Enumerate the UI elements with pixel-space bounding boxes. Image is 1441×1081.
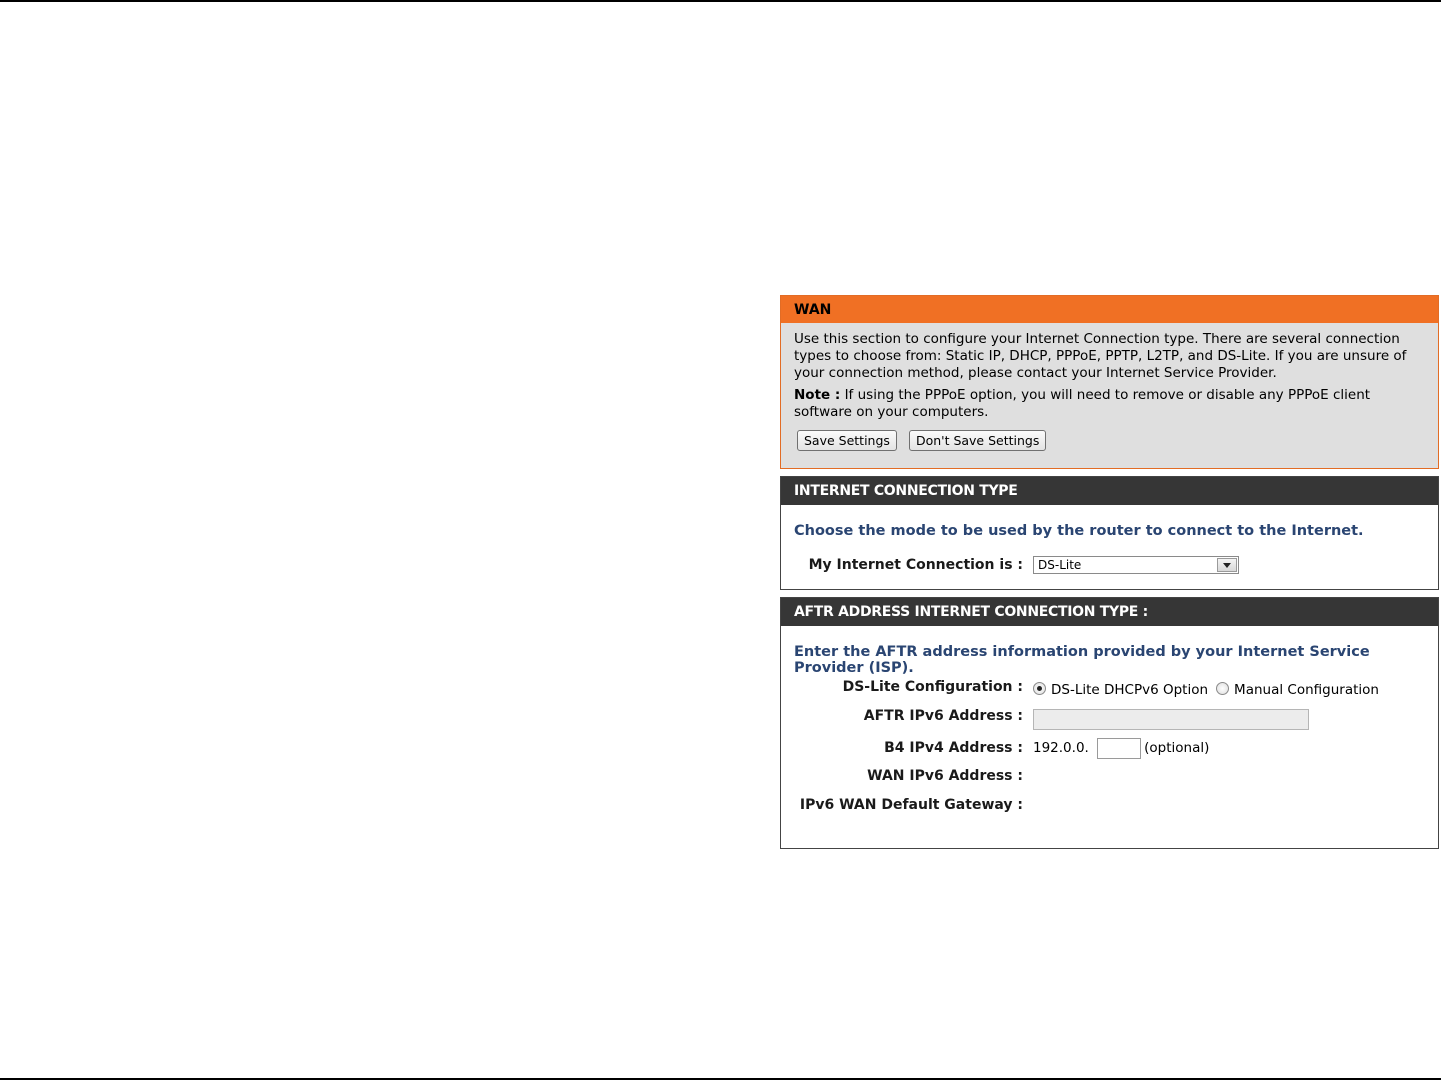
manual-configuration-label[interactable]: Manual Configuration xyxy=(1234,682,1379,698)
gateway-row xyxy=(781,794,1438,816)
wan-description: Use this section to configure your Internet Connection type. There are several connection types to choose from: Static IP, DHCP, PPPoE, PPTP, L2TP, and DS-Lite. If you are unsure of your connection method, please contact your Internet Service Provider. xyxy=(794,331,1407,381)
chevron-down-icon[interactable] xyxy=(1217,558,1237,572)
connection-type-value: DS-Lite xyxy=(1038,558,1082,572)
wan-panel xyxy=(780,295,1439,469)
note-label: Note : xyxy=(794,387,841,403)
wan-note xyxy=(781,382,1438,421)
dslite-config-options xyxy=(1033,679,1387,701)
dslite-config-label: DS-Lite Configuration : xyxy=(842,679,1023,695)
aftr-ipv6-input[interactable] xyxy=(1033,709,1309,730)
b4-ipv4-input[interactable] xyxy=(1097,738,1141,759)
aftr-title: AFTR ADDRESS INTERNET CONNECTION TYPE : xyxy=(781,598,1438,626)
connection-label: My Internet Connection is : xyxy=(808,557,1023,573)
wan-title: WAN xyxy=(781,296,1438,323)
internet-connection-type-panel xyxy=(780,476,1439,590)
radio-dhcpv6-option[interactable] xyxy=(1033,682,1046,695)
b4-ipv4-label: B4 IPv4 Address : xyxy=(884,740,1023,756)
bottom-rule xyxy=(0,1078,1441,1080)
wan-ipv6-label: WAN IPv6 Address : xyxy=(867,768,1023,784)
aftr-ipv6-row xyxy=(781,705,1438,727)
b4-ipv4-row xyxy=(781,737,1438,759)
ipv6-gateway-label: IPv6 WAN Default Gateway : xyxy=(799,797,1023,813)
dont-save-settings-button[interactable]: Don't Save Settings xyxy=(909,430,1046,451)
dhcpv6-option-label[interactable]: DS-Lite DHCPv6 Option xyxy=(1051,682,1209,698)
aftr-ipv6-label: AFTR IPv6 Address : xyxy=(863,708,1023,724)
b4-ipv4-value xyxy=(1033,737,1209,759)
connection-type-select[interactable] xyxy=(1033,556,1239,574)
dslite-config-row xyxy=(781,676,1438,698)
wan-buttons xyxy=(781,421,1438,451)
top-rule xyxy=(0,0,1441,2)
aftr-ipv6-value xyxy=(1033,709,1309,730)
wan-ipv6-row xyxy=(781,765,1438,787)
radio-manual-configuration[interactable] xyxy=(1216,682,1229,695)
save-settings-button[interactable]: Save Settings xyxy=(797,430,897,451)
note-text: If using the PPPoE option, you will need to remove or disable any PPPoE client software on your computers. xyxy=(794,387,1371,420)
internet-connection-type-intro: Choose the mode to be used by the router to connect to the Internet. xyxy=(794,523,1364,539)
b4-prefix: 192.0.0. xyxy=(1033,740,1089,756)
b4-optional-text: (optional) xyxy=(1144,740,1210,756)
connection-row xyxy=(781,554,1438,576)
internet-connection-type-title: INTERNET CONNECTION TYPE xyxy=(781,477,1438,505)
aftr-panel xyxy=(780,597,1439,849)
aftr-intro: Enter the AFTR address information provided by your Internet Service Provider (ISP). xyxy=(794,644,1370,676)
